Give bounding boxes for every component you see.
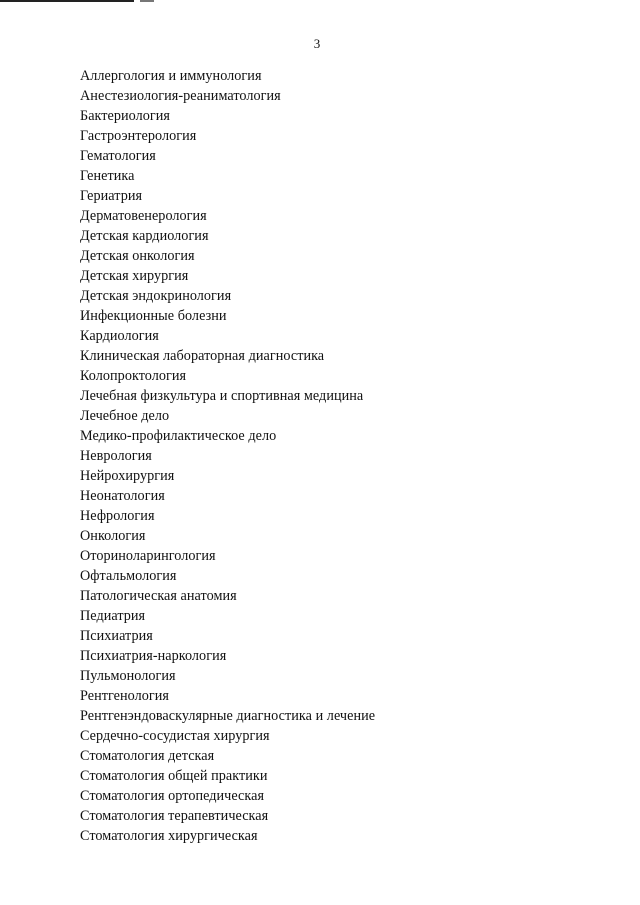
specialty-item: Патологическая анатомия — [80, 588, 237, 604]
specialty-item: Детская онкология — [80, 248, 195, 264]
specialty-item: Нейрохирургия — [80, 468, 175, 484]
specialty-item: Оториноларингология — [80, 548, 216, 564]
specialty-list — [80, 66, 600, 846]
specialty-item: Рентгенэндоваскулярные диагностика и лечение — [80, 708, 376, 724]
specialty-item: Бактериология — [80, 108, 171, 124]
specialty-item: Детская кардиология — [80, 228, 209, 244]
specialty-item: Стоматология хирургическая — [80, 828, 258, 844]
page-number: 3 — [313, 36, 321, 51]
specialty-item: Клиническая лабораторная диагностика — [80, 348, 325, 364]
specialty-item: Сердечно-сосудистая хирургия — [80, 728, 270, 744]
specialty-item: Лечебное дело — [80, 408, 170, 424]
specialty-item: Неонатология — [80, 488, 165, 504]
specialty-item: Лечебная физкультура и спортивная медицина — [80, 388, 364, 404]
specialty-item: Дерматовенерология — [80, 208, 207, 224]
specialty-item: Нефрология — [80, 508, 155, 524]
specialty-item: Детская хирургия — [80, 268, 189, 284]
specialty-item: Онкология — [80, 528, 146, 544]
specialty-item: Гематология — [80, 148, 156, 164]
specialty-item: Генетика — [80, 168, 135, 184]
specialty-item: Медико-профилактическое дело — [80, 428, 277, 444]
specialty-item: Психиатрия-наркология — [80, 648, 227, 664]
specialty-item: Аллергология и иммунология — [80, 68, 262, 84]
specialty-item: Стоматология детская — [80, 748, 215, 764]
specialty-item: Кардиология — [80, 328, 159, 344]
specialty-item: Стоматология терапевтическая — [80, 808, 269, 824]
specialty-item: Стоматология общей практики — [80, 768, 268, 784]
specialty-item: Рентгенология — [80, 688, 169, 704]
specialty-item: Пульмонология — [80, 668, 176, 684]
specialty-item: Педиатрия — [80, 608, 146, 624]
top-edge-line — [0, 0, 134, 2]
specialty-item: Неврология — [80, 448, 152, 464]
specialty-item: Гериатрия — [80, 188, 143, 204]
specialty-item: Анестезиология-реаниматология — [80, 88, 281, 104]
specialty-item: Инфекционные болезни — [80, 308, 227, 324]
specialty-item: Детская эндокринология — [80, 288, 232, 304]
specialty-item: Гастроэнтерология — [80, 128, 197, 144]
specialty-item: Стоматология ортопедическая — [80, 788, 265, 804]
specialty-item: Психиатрия — [80, 628, 153, 644]
specialty-item: Колопроктология — [80, 368, 187, 384]
specialty-item: Офтальмология — [80, 568, 177, 584]
top-edge-line-fragment — [140, 0, 154, 2]
